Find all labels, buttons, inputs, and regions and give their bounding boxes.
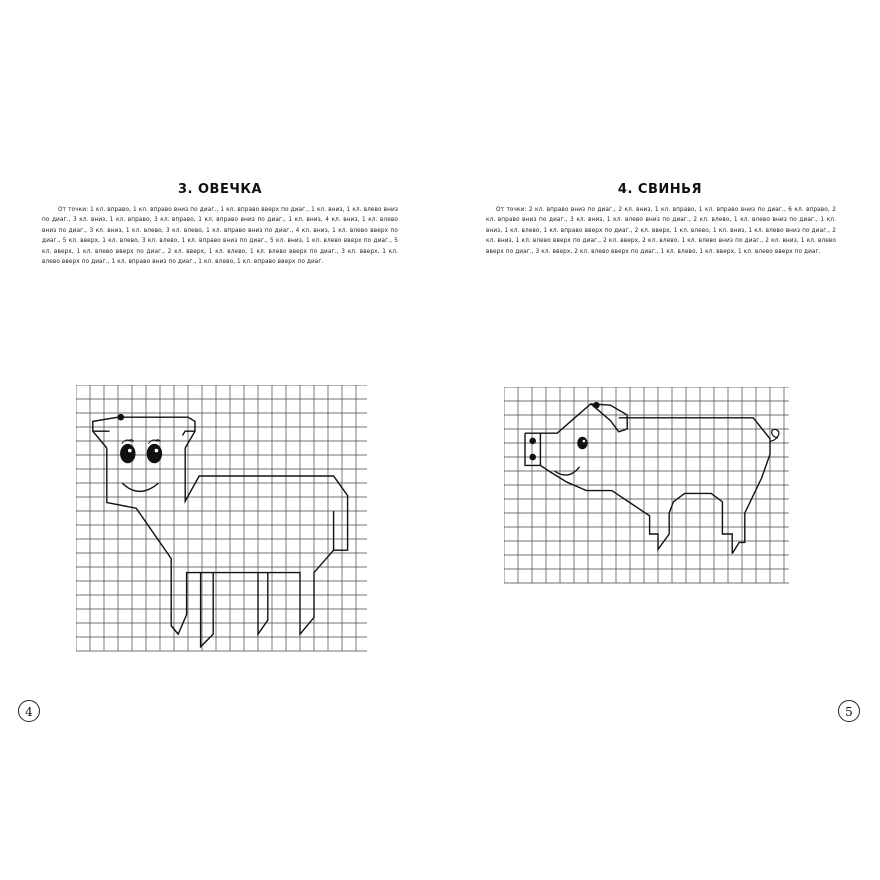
exercise-title-pig: 4. СВИНЬЯ: [617, 182, 703, 197]
right-page: [440, 0, 880, 880]
start-dot: [594, 403, 599, 408]
pig-outline-segment: [619, 418, 770, 554]
eye: [578, 438, 587, 449]
exercise-title-sheep: 3. ОВЕЧКА: [177, 182, 263, 197]
page-number: 5: [838, 700, 860, 722]
nostril: [530, 454, 535, 459]
tail: [770, 429, 779, 441]
sheep-drawing: [93, 415, 348, 647]
page-number: 4: [18, 700, 40, 722]
grid-pig: [504, 387, 789, 584]
nostril: [530, 438, 535, 443]
left-eye: [121, 445, 135, 463]
exercise-instructions-sheep: От точки: 1 кл. вправо, 1 кл. вправо вниз по диаг., 1 кл. вправо вверх по диаг., 1 кл. вниз, 1 кл. влево вниз по диаг., 3 кл. вниз, 1 кл. вправо, 3 кл. вправо, 1 кл. вправо вниз по диаг., 1 кл. вниз, 4 кл. вниз, 1 кл. влево вниз по диаг., 3 кл. вниз, 1 кл. влево, 3 кл. влево, 1 кл. вправо вниз по диаг., 4 кл. вниз, 1 кл. влево вверх по диаг., 5 кл. вверх, 1 кл. влево, 3 кл. влево, 1 кл. вправо вниз по диаг., 5 кл. вниз, 1 кл. влево вверх по диаг., 5 кл. вверх, 1 кл. влево вверх по диаг., 2 кл. вверх, 1 кл. влево, 1 кл. влево вверх по диаг., 3 кл. вверх, 1 кл. влево вверх по диаг., 1 кл. вправо вниз по диаг., 1 кл. влево, 1 кл. вправо вверх по диаг.: [42, 205, 398, 266]
grid-sheep: [76, 385, 367, 653]
mouth: [122, 483, 158, 491]
right-eye: [147, 445, 161, 463]
pig-outline-segment: [540, 465, 732, 553]
pig-drawing: [525, 403, 779, 554]
exercise-instructions-pig: От точки: 2 кл. вправо вниз по диаг., 2 кл. вниз, 1 кл. вправо, 1 кл. вправо вниз по диаг., 6 кл. вправо, 2 кл. вправо вниз по диаг., 3 кл. вниз, 1 кл. влево вниз по диаг., 2 кл. влево, 1 кл. влево вниз по диаг., 1 кл. вниз, 1 кл. влево, 1 кл. вправо вверх по диаг., 2 кл. вверх, 1 кл. влево, 1 кл. вниз, 1 кл. влево вниз по диаг., 2 кл. вниз, 1 кл. влево вверх по диаг., 2 кл. вверх, 2 кл. влево, 1 кл. влево вниз по диаг., 2 кл. вниз, 1 кл. влево вверх по диаг., 3 кл. вверх, 2 кл. влево вверх по диаг., 1 кл. влево, 1 кл. вверх, 1 кл. влево вверх по диаг.: [486, 205, 836, 255]
start-dot: [118, 415, 123, 420]
